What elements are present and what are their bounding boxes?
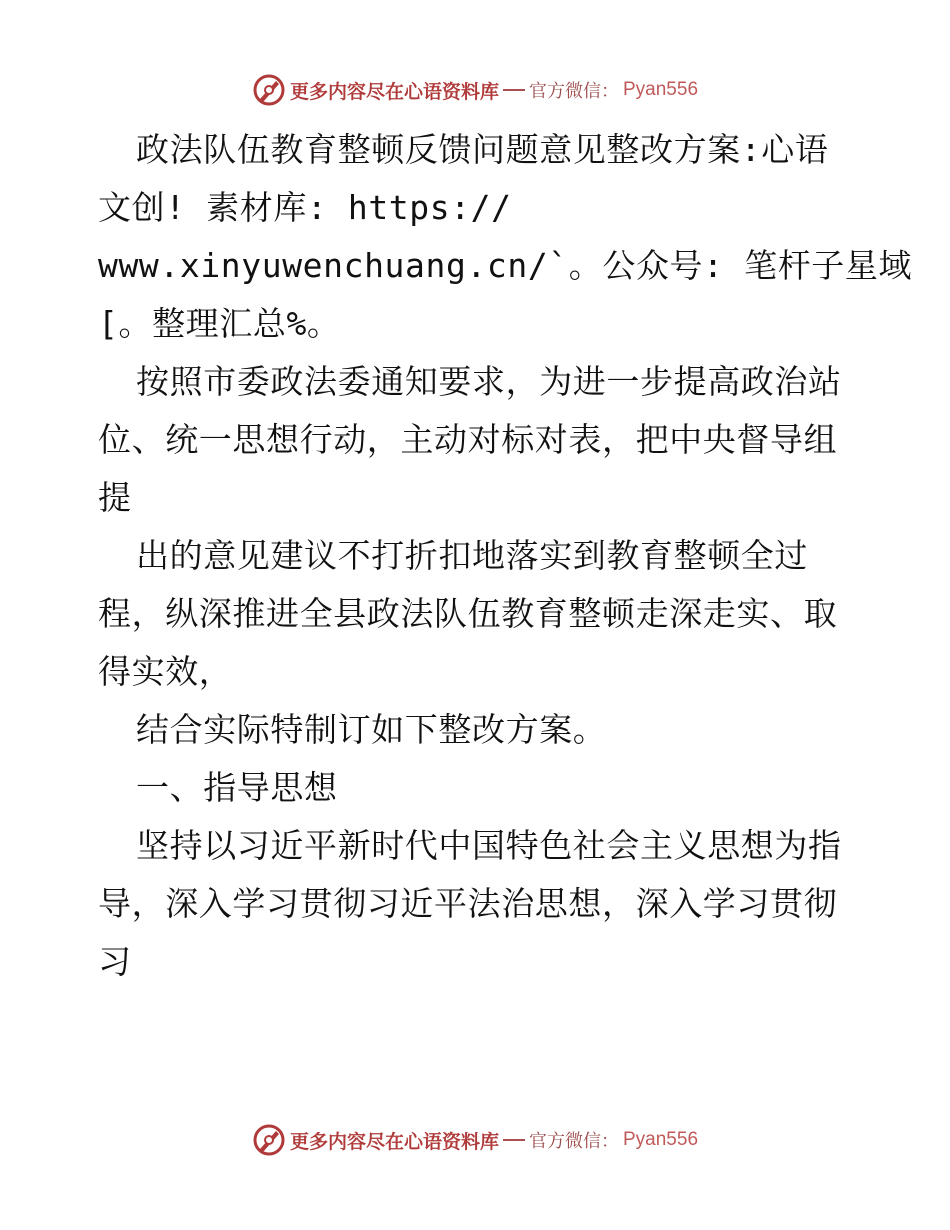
brand-text: 更多内容尽在心语资料库 [289,80,499,103]
header-banner [0,70,950,110]
document-line: 得实效， [98,652,233,691]
document-line: 结合实际特制订如下整改方案。 [136,710,607,749]
document-line: 程，纵深推进全县政法队伍教育整顿走深走实、取 [98,594,838,633]
document-line: 文创! 素材库: https:// [98,188,512,227]
wechat-id: Pyan556 [623,1129,699,1150]
footer-banner [0,1120,950,1160]
section-heading: 一、指导思想 [136,768,338,807]
document-line: 出的意见建议不打折扣地落实到教育整顿全过 [136,536,808,575]
wechat-label: 官方微信： [529,1131,619,1152]
seal-logo-icon [252,73,286,107]
document-line: 导，深入学习贯彻习近平法治思想，深入学习贯彻 [98,884,838,923]
brand-text: 更多内容尽在心语资料库 [289,1130,499,1153]
wechat-label: 官方微信： [529,81,619,102]
document-body [98,121,913,991]
document-line: [。整理汇总%。 [98,304,341,343]
document-line: www.xinyuwenchuang.cn/`。公众号: 笔杆子星域 [98,246,913,285]
document-line: 按照市委政法委通知要求，为进一步提高政治站 [136,362,842,401]
separator-dash [503,89,525,91]
document-line: 坚持以习近平新时代中国特色社会主义思想为指 [136,826,842,865]
document-line: 位、统一思想行动，主动对标对表，把中央督导组 [98,420,838,459]
document-line: 提 [98,478,132,517]
document-line: 习 [98,942,132,981]
wechat-id: Pyan556 [623,79,699,100]
separator-dash [503,1139,525,1141]
seal-logo-icon [252,1123,286,1157]
document-line: 政法队伍教育整顿反馈问题意见整改方案:心语 [136,130,829,169]
